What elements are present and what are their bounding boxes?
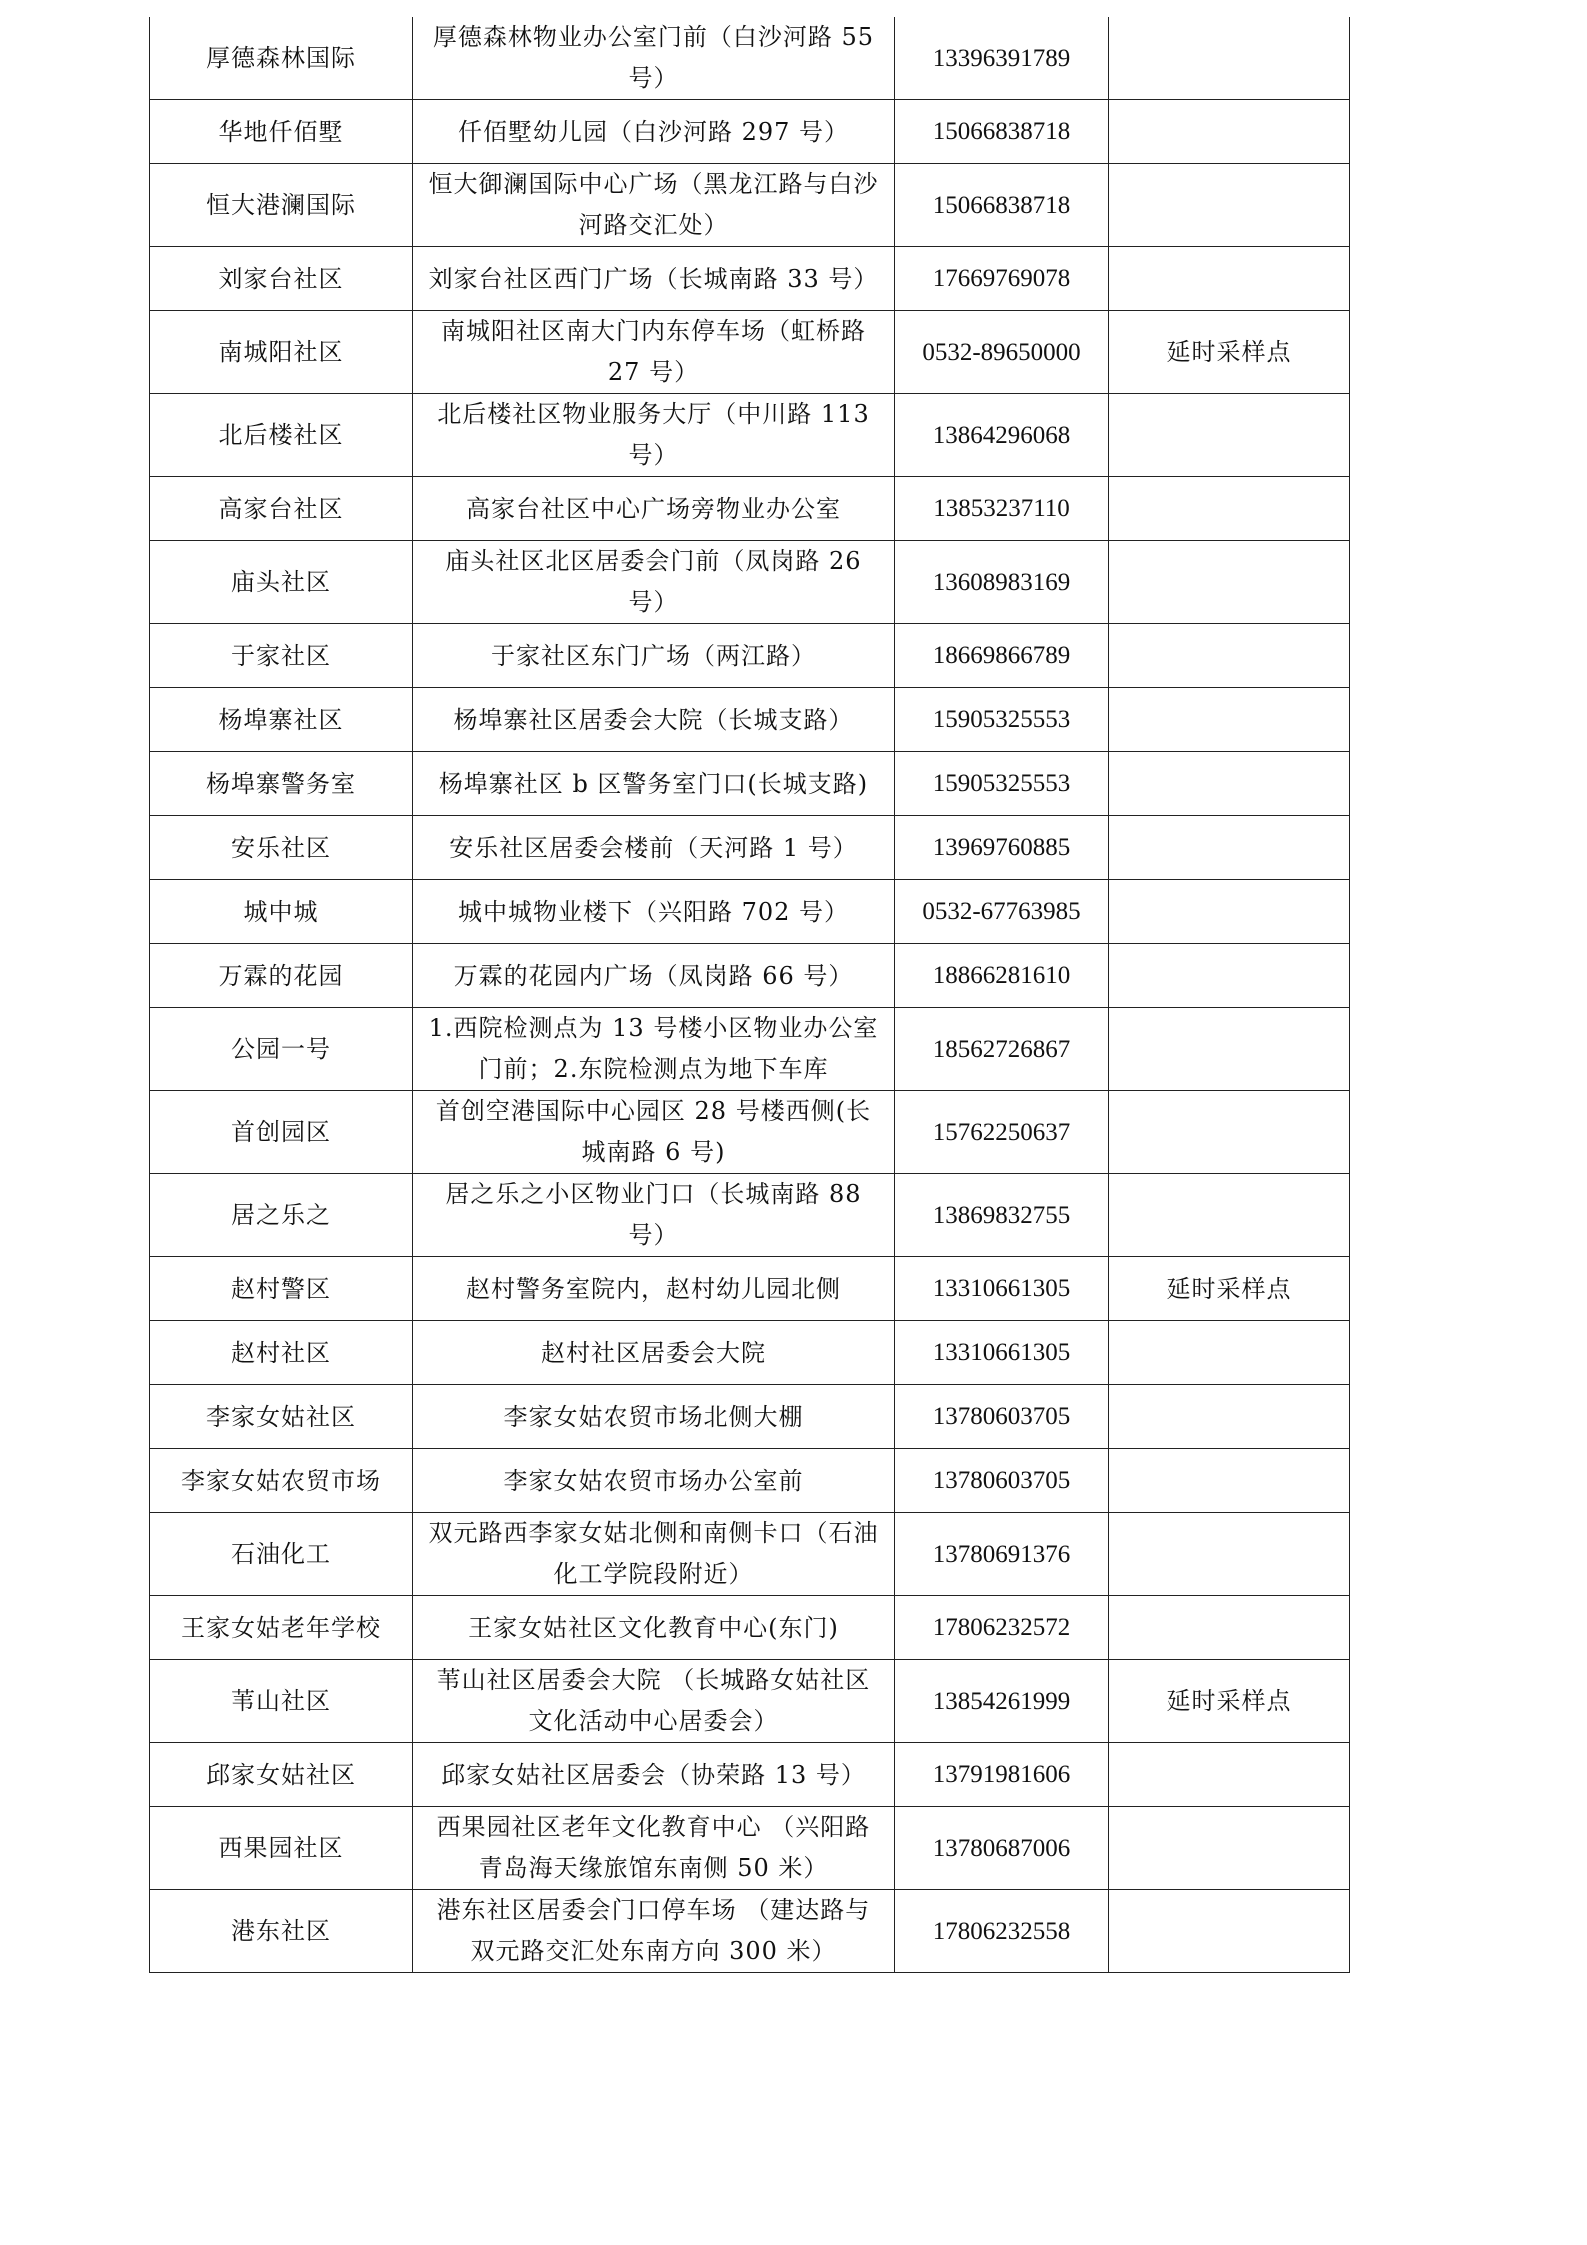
site-name-cell: 公园一号 xyxy=(150,1008,413,1091)
site-name-cell: 李家女姑农贸市场 xyxy=(150,1449,413,1513)
contact-phone-cell: 13869832755 xyxy=(895,1174,1109,1257)
note-cell xyxy=(1109,1008,1350,1091)
note-cell xyxy=(1109,1091,1350,1174)
site-name-cell: 杨埠寨社区 xyxy=(150,688,413,752)
table-row xyxy=(150,1513,1350,1596)
site-address-cell: 首创空港国际中心园区 28 号楼西侧(长城南路 6 号) xyxy=(413,1091,895,1174)
table-row xyxy=(150,247,1350,311)
contact-phone-cell: 15066838718 xyxy=(895,100,1109,164)
table-row xyxy=(150,1385,1350,1449)
note-cell xyxy=(1109,1890,1350,1973)
note-cell xyxy=(1109,394,1350,477)
site-name-cell: 居之乐之 xyxy=(150,1174,413,1257)
contact-phone-cell: 15762250637 xyxy=(895,1091,1109,1174)
contact-phone-cell: 15066838718 xyxy=(895,164,1109,247)
note-cell xyxy=(1109,624,1350,688)
table-row xyxy=(150,1008,1350,1091)
table-row xyxy=(150,1257,1350,1321)
site-address-cell: 居之乐之小区物业门口（长城南路 88 号） xyxy=(413,1174,895,1257)
site-name-cell: 于家社区 xyxy=(150,624,413,688)
site-address-cell: 赵村警务室院内，赵村幼儿园北侧 xyxy=(413,1257,895,1321)
site-name-cell: 苇山社区 xyxy=(150,1660,413,1743)
site-name-cell: 邱家女姑社区 xyxy=(150,1743,413,1807)
table-body xyxy=(150,17,1350,1973)
contact-phone-cell: 17669769078 xyxy=(895,247,1109,311)
site-name-cell: 石油化工 xyxy=(150,1513,413,1596)
table-row xyxy=(150,1449,1350,1513)
contact-phone-cell: 17806232572 xyxy=(895,1596,1109,1660)
site-address-cell: 苇山社区居委会大院 （长城路女姑社区文化活动中心居委会） xyxy=(413,1660,895,1743)
site-name-cell: 刘家台社区 xyxy=(150,247,413,311)
site-address-cell: 杨埠寨社区 b 区警务室门口(长城支路) xyxy=(413,752,895,816)
note-cell: 延时采样点 xyxy=(1109,1257,1350,1321)
note-cell xyxy=(1109,1449,1350,1513)
site-name-cell: 恒大港澜国际 xyxy=(150,164,413,247)
contact-phone-cell: 13780687006 xyxy=(895,1807,1109,1890)
table-row xyxy=(150,1660,1350,1743)
contact-phone-cell: 13969760885 xyxy=(895,816,1109,880)
contact-phone-cell: 15905325553 xyxy=(895,688,1109,752)
site-name-cell: 北后楼社区 xyxy=(150,394,413,477)
site-address-cell: 庙头社区北区居委会门前（凤岗路 26 号） xyxy=(413,541,895,624)
contact-phone-cell: 18669866789 xyxy=(895,624,1109,688)
contact-phone-cell: 13310661305 xyxy=(895,1257,1109,1321)
contact-phone-cell: 17806232558 xyxy=(895,1890,1109,1973)
site-name-cell: 首创园区 xyxy=(150,1091,413,1174)
site-address-cell: 邱家女姑社区居委会（协荣路 13 号） xyxy=(413,1743,895,1807)
site-name-cell: 赵村社区 xyxy=(150,1321,413,1385)
contact-phone-cell: 13854261999 xyxy=(895,1660,1109,1743)
table-row xyxy=(150,688,1350,752)
table-row xyxy=(150,816,1350,880)
contact-phone-cell: 0532-67763985 xyxy=(895,880,1109,944)
site-name-cell: 港东社区 xyxy=(150,1890,413,1973)
note-cell xyxy=(1109,1513,1350,1596)
contact-phone-cell: 13780603705 xyxy=(895,1385,1109,1449)
testing-sites-table-container xyxy=(149,17,1349,1973)
site-name-cell: 安乐社区 xyxy=(150,816,413,880)
table-row xyxy=(150,944,1350,1008)
table-row xyxy=(150,1596,1350,1660)
table-row xyxy=(150,880,1350,944)
note-cell xyxy=(1109,17,1350,100)
note-cell: 延时采样点 xyxy=(1109,1660,1350,1743)
table-row xyxy=(150,17,1350,100)
note-cell xyxy=(1109,1807,1350,1890)
site-address-cell: 刘家台社区西门广场（长城南路 33 号） xyxy=(413,247,895,311)
site-address-cell: 1.西院检测点为 13 号楼小区物业办公室门前；2.东院检测点为地下车库 xyxy=(413,1008,895,1091)
table-row xyxy=(150,1807,1350,1890)
note-cell xyxy=(1109,100,1350,164)
contact-phone-cell: 13780691376 xyxy=(895,1513,1109,1596)
site-name-cell: 高家台社区 xyxy=(150,477,413,541)
note-cell xyxy=(1109,164,1350,247)
contact-phone-cell: 13396391789 xyxy=(895,17,1109,100)
site-address-cell: 于家社区东门广场（两江路） xyxy=(413,624,895,688)
site-name-cell: 万霖的花园 xyxy=(150,944,413,1008)
site-address-cell: 城中城物业楼下（兴阳路 702 号） xyxy=(413,880,895,944)
contact-phone-cell: 18866281610 xyxy=(895,944,1109,1008)
table-row xyxy=(150,1890,1350,1973)
site-name-cell: 庙头社区 xyxy=(150,541,413,624)
table-row xyxy=(150,100,1350,164)
site-address-cell: 李家女姑农贸市场办公室前 xyxy=(413,1449,895,1513)
note-cell xyxy=(1109,1596,1350,1660)
note-cell xyxy=(1109,688,1350,752)
contact-phone-cell: 13780603705 xyxy=(895,1449,1109,1513)
site-address-cell: 王家女姑社区文化教育中心(东门) xyxy=(413,1596,895,1660)
site-address-cell: 高家台社区中心广场旁物业办公室 xyxy=(413,477,895,541)
note-cell xyxy=(1109,880,1350,944)
site-address-cell: 杨埠寨社区居委会大院（长城支路） xyxy=(413,688,895,752)
site-address-cell: 双元路西李家女姑北侧和南侧卡口（石油化工学院段附近） xyxy=(413,1513,895,1596)
note-cell xyxy=(1109,944,1350,1008)
site-address-cell: 赵村社区居委会大院 xyxy=(413,1321,895,1385)
site-address-cell: 李家女姑农贸市场北侧大棚 xyxy=(413,1385,895,1449)
site-address-cell: 厚德森林物业办公室门前（白沙河路 55 号） xyxy=(413,17,895,100)
table-row xyxy=(150,164,1350,247)
site-address-cell: 恒大御澜国际中心广场（黑龙江路与白沙河路交汇处） xyxy=(413,164,895,247)
site-name-cell: 城中城 xyxy=(150,880,413,944)
table-row xyxy=(150,477,1350,541)
site-address-cell: 仟佰墅幼儿园（白沙河路 297 号） xyxy=(413,100,895,164)
site-name-cell: 赵村警区 xyxy=(150,1257,413,1321)
table-row xyxy=(150,1174,1350,1257)
site-name-cell: 南城阳社区 xyxy=(150,311,413,394)
contact-phone-cell: 13310661305 xyxy=(895,1321,1109,1385)
site-name-cell: 华地仟佰墅 xyxy=(150,100,413,164)
note-cell xyxy=(1109,752,1350,816)
site-name-cell: 李家女姑社区 xyxy=(150,1385,413,1449)
site-address-cell: 万霖的花园内广场（凤岗路 66 号） xyxy=(413,944,895,1008)
note-cell xyxy=(1109,247,1350,311)
table-row xyxy=(150,311,1350,394)
table-row xyxy=(150,1743,1350,1807)
site-address-cell: 北后楼社区物业服务大厅（中川路 113 号） xyxy=(413,394,895,477)
contact-phone-cell: 18562726867 xyxy=(895,1008,1109,1091)
contact-phone-cell: 13853237110 xyxy=(895,477,1109,541)
table-row xyxy=(150,1321,1350,1385)
note-cell xyxy=(1109,1385,1350,1449)
testing-sites-table xyxy=(149,17,1350,1973)
note-cell xyxy=(1109,477,1350,541)
note-cell xyxy=(1109,1321,1350,1385)
contact-phone-cell: 15905325553 xyxy=(895,752,1109,816)
note-cell: 延时采样点 xyxy=(1109,311,1350,394)
contact-phone-cell: 0532-89650000 xyxy=(895,311,1109,394)
site-name-cell: 王家女姑老年学校 xyxy=(150,1596,413,1660)
note-cell xyxy=(1109,1743,1350,1807)
contact-phone-cell: 13791981606 xyxy=(895,1743,1109,1807)
site-address-cell: 港东社区居委会门口停车场 （建达路与双元路交汇处东南方向 300 米） xyxy=(413,1890,895,1973)
table-row xyxy=(150,624,1350,688)
table-row xyxy=(150,541,1350,624)
contact-phone-cell: 13864296068 xyxy=(895,394,1109,477)
contact-phone-cell: 13608983169 xyxy=(895,541,1109,624)
site-name-cell: 西果园社区 xyxy=(150,1807,413,1890)
site-address-cell: 安乐社区居委会楼前（天河路 1 号） xyxy=(413,816,895,880)
table-row xyxy=(150,394,1350,477)
table-row xyxy=(150,1091,1350,1174)
site-name-cell: 厚德森林国际 xyxy=(150,17,413,100)
note-cell xyxy=(1109,541,1350,624)
site-address-cell: 南城阳社区南大门内东停车场（虹桥路 27 号） xyxy=(413,311,895,394)
site-address-cell: 西果园社区老年文化教育中心 （兴阳路青岛海天缘旅馆东南侧 50 米） xyxy=(413,1807,895,1890)
site-name-cell: 杨埠寨警务室 xyxy=(150,752,413,816)
note-cell xyxy=(1109,816,1350,880)
table-row xyxy=(150,752,1350,816)
note-cell xyxy=(1109,1174,1350,1257)
